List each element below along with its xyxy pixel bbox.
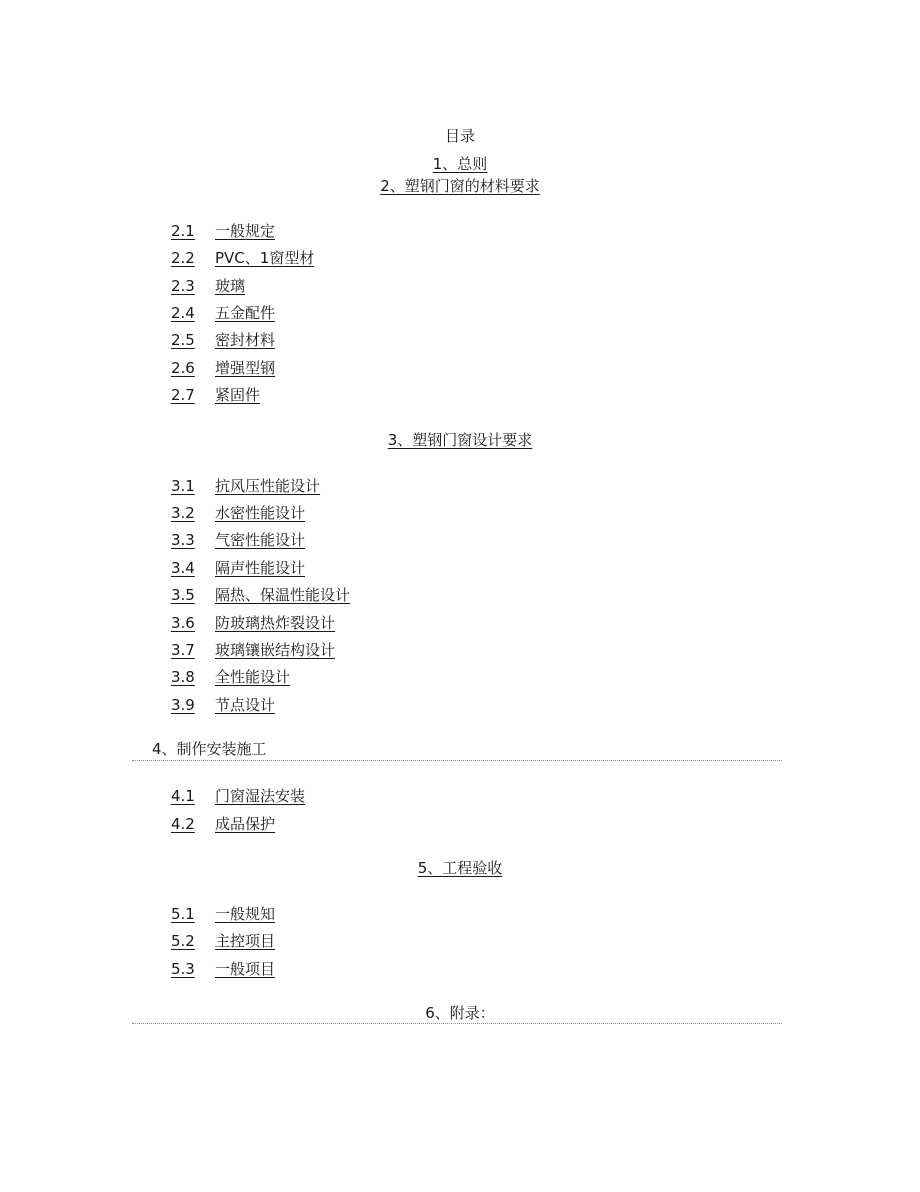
toc-item-2-6-number[interactable]: 2.6 xyxy=(171,359,195,377)
toc-item-3-7-number[interactable]: 3.7 xyxy=(171,641,195,659)
toc-item-3-6-label[interactable]: 防玻璃热炸裂设计 xyxy=(215,614,336,632)
toc-item-3-9-number[interactable]: 3.9 xyxy=(171,696,195,714)
dotted-divider xyxy=(132,1023,782,1024)
toc-item-2-3-label[interactable]: 玻璃 xyxy=(215,277,246,295)
toc-item-2-1-label[interactable]: 一般规定 xyxy=(215,222,276,240)
toc-section-4[interactable]: 4、制作安装施工 xyxy=(152,740,267,758)
toc-item-3-3-number[interactable]: 3.3 xyxy=(171,531,195,549)
toc-item-4-2-label[interactable]: 成品保护 xyxy=(215,815,276,833)
toc-item-3-8-label[interactable]: 全性能设计 xyxy=(215,668,291,686)
toc-section-6[interactable]: 6、附录： xyxy=(425,1004,495,1022)
toc-item-2-4-label[interactable]: 五金配件 xyxy=(215,304,276,322)
toc-item-4-1-label[interactable]: 门窗湿法安装 xyxy=(215,787,306,805)
toc-item-2-7-number[interactable]: 2.7 xyxy=(171,386,195,404)
toc-item-2-3-number[interactable]: 2.3 xyxy=(171,277,195,295)
toc-item-2-6-label[interactable]: 增强型钢 xyxy=(215,359,276,377)
toc-item-2-5-number[interactable]: 2.5 xyxy=(171,331,195,349)
toc-item-3-2-number[interactable]: 3.2 xyxy=(171,504,195,522)
toc-item-5-3-number[interactable]: 5.3 xyxy=(171,960,195,978)
toc-section-5[interactable]: 5、工程验收 xyxy=(417,859,503,877)
toc-item-3-1-number[interactable]: 3.1 xyxy=(171,477,195,495)
toc-section-3[interactable]: 3、塑钢门窗设计要求 xyxy=(387,431,533,449)
toc-item-5-1-number[interactable]: 5.1 xyxy=(171,905,195,923)
toc-item-2-7-label[interactable]: 紧固件 xyxy=(215,386,261,404)
toc-item-2-2-label[interactable]: PVC、1窗型材 xyxy=(215,249,315,267)
toc-item-5-2-number[interactable]: 5.2 xyxy=(171,932,195,950)
toc-item-3-4-label[interactable]: 隔声性能设计 xyxy=(215,559,306,577)
toc-title: 目录 xyxy=(444,127,475,145)
toc-item-5-1-label[interactable]: 一般规知 xyxy=(215,905,276,923)
toc-item-2-4-number[interactable]: 2.4 xyxy=(171,304,195,322)
toc-item-2-1-number[interactable]: 2.1 xyxy=(171,222,195,240)
toc-item-3-8-number[interactable]: 3.8 xyxy=(171,668,195,686)
toc-item-3-6-number[interactable]: 3.6 xyxy=(171,614,195,632)
toc-item-3-3-label[interactable]: 气密性能设计 xyxy=(215,531,306,549)
toc-item-2-2-number[interactable]: 2.2 xyxy=(171,249,195,267)
toc-item-3-4-number[interactable]: 3.4 xyxy=(171,559,195,577)
toc-section-2[interactable]: 2、塑钢门窗的材料要求 xyxy=(380,177,540,195)
toc-item-3-5-label[interactable]: 隔热、保温性能设计 xyxy=(215,586,351,604)
dotted-divider xyxy=(132,760,782,761)
toc-item-5-3-label[interactable]: 一般项目 xyxy=(215,960,276,978)
toc-section-1[interactable]: 1、总则 xyxy=(432,155,488,173)
toc-item-4-1-number[interactable]: 4.1 xyxy=(171,787,195,805)
toc-item-2-5-label[interactable]: 密封材料 xyxy=(215,331,276,349)
toc-item-3-1-label[interactable]: 抗风压性能设计 xyxy=(215,477,321,495)
toc-item-3-5-number[interactable]: 3.5 xyxy=(171,586,195,604)
toc-item-3-7-label[interactable]: 玻璃镶嵌结构设计 xyxy=(215,641,336,659)
toc-item-3-2-label[interactable]: 水密性能设计 xyxy=(215,504,306,522)
toc-item-5-2-label[interactable]: 主控项目 xyxy=(215,932,276,950)
toc-item-4-2-number[interactable]: 4.2 xyxy=(171,815,195,833)
toc-item-3-9-label[interactable]: 节点设计 xyxy=(215,696,276,714)
